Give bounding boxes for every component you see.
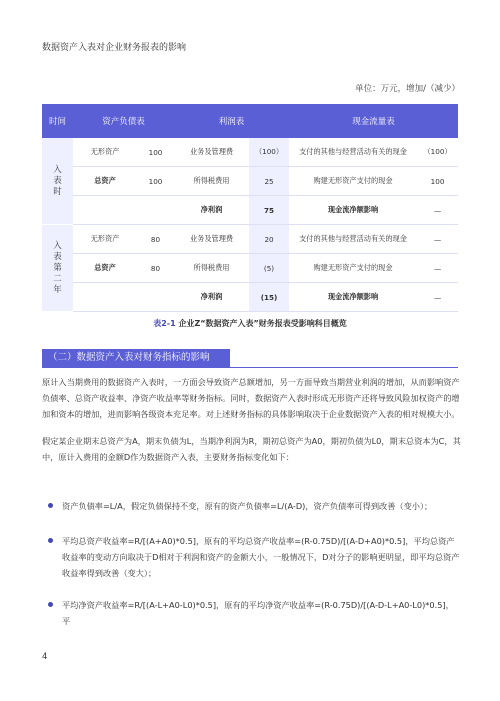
table-header-row	[42, 104, 458, 138]
table-cell	[137, 283, 174, 312]
section-heading: （二）数据资产入表对财务指标的影响	[42, 349, 230, 367]
table-cell: 净利润	[174, 196, 249, 225]
table-cell: 100	[137, 138, 174, 167]
table-cell: —	[417, 254, 458, 283]
header-cash-flow: 现金流量表	[289, 104, 458, 138]
table-cell	[73, 283, 137, 312]
list-item	[50, 533, 460, 581]
table-cell: —	[417, 225, 458, 254]
impact-table	[42, 104, 458, 312]
caption-number: 表2-1	[153, 319, 176, 328]
table-cell: （100）	[417, 138, 458, 167]
table-cell: 无形资产	[73, 225, 137, 254]
header-balance-sheet: 资产负债表	[73, 104, 174, 138]
paragraph-assumption: 假定某企业期末总资产为A，期末负债为L，当期净利润为R，期初总资产为A0，期初负债为L0，期末总资本为C，其中，原计入费用的金额D作为数据资产入表，主要财务指标变化如下：	[42, 436, 461, 462]
table-cell: （100）	[249, 138, 289, 167]
table-cell: 业务及管理费	[174, 138, 249, 167]
list-item-text: 资产负债率=L/A，假定负债保持不变，原有的资产负债率=L/(A-D)，资产负债率可得到改善（变小）；	[62, 501, 433, 511]
table-cell: 100	[417, 167, 458, 196]
table-cell: 80	[137, 254, 174, 283]
section-divider	[42, 367, 458, 368]
table-caption	[0, 318, 500, 329]
table-cell: 100	[137, 167, 174, 196]
list-item-text: 平均总资产收益率=R/[(A+A0)*0.5]，原有的平均总资产收益率=(R-0.75D)/[(A-D+A0)*0.5]，平均总资产收益率的变动方向取决于D相对于利润和资产的金额大小，一般情况下，D对分子的影响更明显，即平均总资产收益率得到改善（变大）；	[62, 536, 460, 578]
table-cell: 25	[249, 167, 289, 196]
table-cell: 无形资产	[73, 138, 137, 167]
paragraph-intro: 原计入当期费用的数据资产入表时，一方面会导致资产总额增加，另一方面导致当期营业利润的增加，从而影响资产负债率、总资产收益率、净资产收益率等财务指标。同时，数据资产入表时形成无形资产还将导致风险加权资产的增加和资本的增加，进而影响各级资本充足率。对上述财务指标的具体影响取决于企业数据资产入表的相对规模大小。	[42, 377, 460, 419]
table-cell: 现金流净额影响	[289, 196, 417, 225]
table-cell: 所得税费用	[174, 254, 249, 283]
bullet-dot	[48, 503, 53, 508]
table-cell: 业务及管理费	[174, 225, 249, 254]
period-1-text: 入 表 时	[53, 164, 62, 197]
table-cell: 购建无形资产支付的现金	[289, 254, 417, 283]
table-row	[42, 254, 458, 283]
table-cell: 75	[249, 196, 289, 225]
table-cell: —	[417, 283, 458, 312]
page-number: 4	[42, 652, 48, 662]
period-label	[42, 138, 73, 225]
list-item-text: 平均净资产收益率=R/[(A-L+A0-L0)*0.5]，原有的平均净资产收益率=(R-0.75D)/[(A-D-L+A0-L0)*0.5]，平	[62, 600, 454, 626]
list-item	[50, 498, 460, 514]
running-header: 数据资产入表对企业财务报表的影响	[42, 43, 187, 53]
table-cell: 净利润	[174, 283, 249, 312]
header-income-statement: 利润表	[174, 104, 289, 138]
table-cell	[73, 196, 137, 225]
table-row	[42, 196, 458, 225]
table-cell: 总资产	[73, 167, 137, 196]
table-cell: (5)	[249, 254, 289, 283]
header-time: 时间	[42, 104, 73, 138]
table-cell	[137, 196, 174, 225]
period-label	[42, 225, 73, 312]
table-cell: —	[417, 196, 458, 225]
table-cell: 支付的其他与经营活动有关的现金	[289, 225, 417, 254]
table-cell: 现金流净额影响	[289, 283, 417, 312]
period-2-text: 入 表 第 二 年	[53, 240, 62, 295]
bullet-dot	[48, 602, 53, 607]
table-cell: 所得税费用	[174, 167, 249, 196]
table-row	[42, 225, 458, 254]
bullet-dot	[48, 538, 53, 543]
caption-text: 企业Z“数据资产入表”财务报表受影响科目概览	[178, 319, 347, 328]
table-cell: 80	[137, 225, 174, 254]
table-cell: 支付的其他与经营活动有关的现金	[289, 138, 417, 167]
table-row	[42, 138, 458, 167]
table-cell: 20	[249, 225, 289, 254]
table-row	[42, 283, 458, 312]
unit-note: 单位：万元，增加/（减少）	[355, 84, 460, 94]
table-cell: 总资产	[73, 254, 137, 283]
table-row	[42, 167, 458, 196]
table-cell: 购建无形资产支付的现金	[289, 167, 417, 196]
table-cell: (15)	[249, 283, 289, 312]
list-item	[50, 597, 460, 629]
